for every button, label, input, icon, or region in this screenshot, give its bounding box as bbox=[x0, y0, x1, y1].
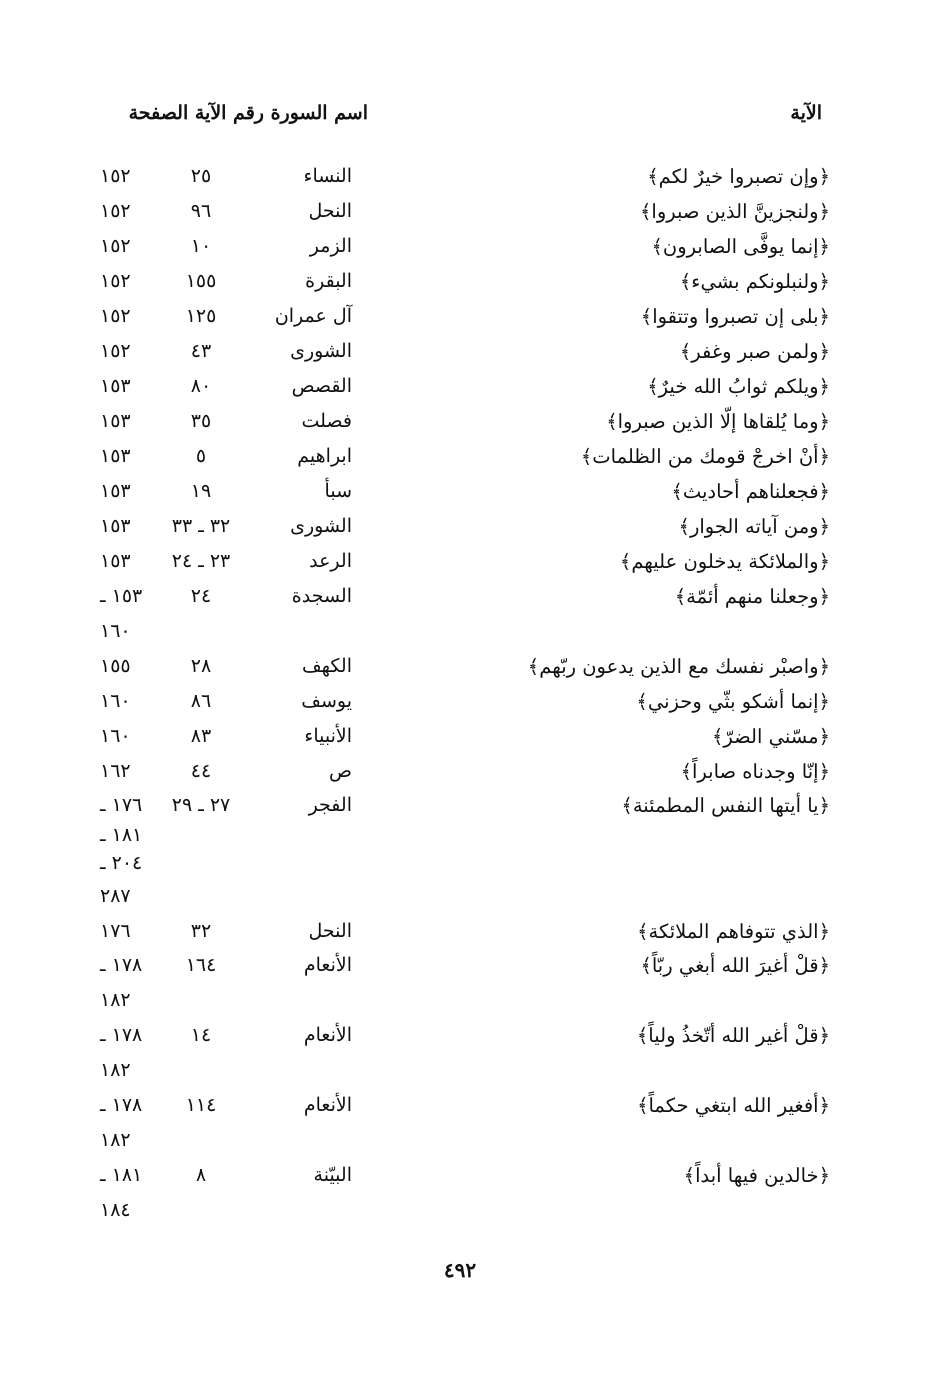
verse-number: ١٥٥ bbox=[185, 270, 217, 292]
header-columns: اسم السورة رقم الآية الصفحة bbox=[128, 102, 368, 124]
surah-name: النساء bbox=[303, 165, 352, 187]
table-row bbox=[0, 474, 940, 509]
page-ref-continued: ١٨٢ bbox=[100, 1059, 131, 1081]
table-row bbox=[0, 948, 940, 983]
verse-number: ٢٥ bbox=[190, 165, 212, 187]
table-row-continuation bbox=[0, 1123, 940, 1158]
verse-number: ٣٢ bbox=[190, 920, 212, 942]
table-row bbox=[0, 194, 940, 229]
table-row bbox=[0, 754, 940, 789]
page-ref: ١٥٣ bbox=[100, 375, 131, 397]
table-row bbox=[0, 404, 940, 439]
verse-text: ﴿بلى إن تصبروا وتتقوا﴾ bbox=[640, 305, 830, 328]
surah-name: الكهف bbox=[302, 655, 352, 677]
page-ref: ١٦٢ bbox=[100, 760, 131, 782]
surah-name: الرعد bbox=[309, 550, 352, 572]
page-ref-continued: ٢٨٧ bbox=[100, 885, 131, 907]
verse-number: ٤٣ bbox=[190, 340, 212, 362]
table-row-continuation bbox=[0, 1193, 940, 1228]
page-ref: ١٥٣ bbox=[100, 410, 131, 432]
surah-name: الأنعام bbox=[303, 1094, 352, 1116]
surah-name: القصص bbox=[291, 375, 352, 397]
verse-number: ٨ bbox=[195, 1164, 207, 1186]
page-ref: ١٥٢ bbox=[100, 200, 131, 222]
page-number: ٤٩٢ bbox=[443, 1258, 477, 1282]
verse-number: ١١٤ bbox=[185, 1094, 217, 1116]
surah-name: ص bbox=[329, 760, 352, 782]
surah-name: الأنبياء bbox=[304, 725, 352, 747]
verse-text: ﴿إنما يوفَّى الصابرون﴾ bbox=[651, 235, 830, 258]
verse-number: ٢٤ bbox=[190, 585, 212, 607]
page-ref: ١٥٣ ـ bbox=[100, 585, 143, 607]
page-ref: ١٧٨ ـ bbox=[100, 1024, 143, 1046]
page-ref: ١٧٦ ـ bbox=[100, 794, 143, 816]
table-row bbox=[0, 1158, 940, 1193]
page-ref-continued: ١٦٠ bbox=[100, 620, 131, 642]
verse-text: ﴿وإن تصبروا خيرٌ لكم﴾ bbox=[647, 165, 830, 188]
surah-name: الأنعام bbox=[303, 954, 352, 976]
page-ref-continued: ١٨١ ـ bbox=[100, 824, 143, 846]
page-ref: ١٥٥ bbox=[100, 655, 131, 677]
page-ref: ١٥٣ bbox=[100, 515, 131, 537]
table-row bbox=[0, 579, 940, 614]
table-row-continuation bbox=[0, 1053, 940, 1088]
verse-text: ﴿ويلكم ثوابُ الله خيرٌ﴾ bbox=[647, 375, 830, 398]
page-ref-continued: ٢٠٤ ـ bbox=[100, 852, 143, 874]
verse-number: ٨٣ bbox=[190, 725, 212, 747]
verse-number: ٨٦ bbox=[190, 690, 212, 712]
verse-number: ٢٣ ـ ٢٤ bbox=[171, 550, 231, 572]
surah-name: الأنعام bbox=[303, 1024, 352, 1046]
page-ref: ١٥٢ bbox=[100, 235, 131, 257]
verse-text: ﴿الذي تتوفاهم الملائكة﴾ bbox=[637, 920, 830, 943]
surah-name: الزمر bbox=[309, 235, 352, 257]
table-row bbox=[0, 544, 940, 579]
verse-text: ﴿وجعلنا منهم أئمّة﴾ bbox=[674, 585, 830, 608]
page-ref: ١٥٢ bbox=[100, 305, 131, 327]
table-row-continuation bbox=[0, 846, 940, 881]
table-row bbox=[0, 439, 940, 474]
verse-text: ﴿أفغير الله ابتغي حكماً﴾ bbox=[637, 1094, 830, 1117]
verse-text: ﴿ولنبلونكم بشيء﴾ bbox=[679, 270, 830, 293]
page-ref-continued: ١٨٢ bbox=[100, 1129, 131, 1151]
surah-name: سبأ bbox=[324, 480, 352, 502]
surah-name: البيّنة bbox=[313, 1164, 352, 1186]
surah-name: النحل bbox=[308, 200, 352, 222]
verse-text: ﴿يا أيتها النفس المطمئنة﴾ bbox=[621, 794, 830, 817]
verse-number: ٤٤ bbox=[190, 760, 212, 782]
verse-number: ١٤ bbox=[190, 1024, 212, 1046]
verse-text: ﴿واصبْر نفسك مع الذين يدعون ربّهم﴾ bbox=[527, 655, 830, 678]
surah-name: البقرة bbox=[305, 270, 352, 292]
verse-number: ٨٠ bbox=[190, 375, 212, 397]
verse-text: ﴿أنْ اخرجْ قومك من الظلمات﴾ bbox=[580, 445, 830, 468]
verse-number: ١٦٤ bbox=[185, 954, 217, 976]
page-ref-continued: ١٨٤ bbox=[100, 1199, 131, 1221]
surah-name: الشورى bbox=[290, 340, 352, 362]
verse-text: ﴿قلْ أغيرَ الله أبغي ربّاً﴾ bbox=[640, 954, 830, 977]
page-ref-continued: ١٨٢ bbox=[100, 989, 131, 1011]
page-ref: ١٥٣ bbox=[100, 445, 131, 467]
surah-name: الشورى bbox=[290, 515, 352, 537]
page-ref: ١٦٠ bbox=[100, 690, 131, 712]
page-ref: ١٥٢ bbox=[100, 165, 131, 187]
table-row-continuation bbox=[0, 614, 940, 649]
page-ref: ١٥٢ bbox=[100, 270, 131, 292]
table-row bbox=[0, 649, 940, 684]
surah-name: يوسف bbox=[301, 690, 352, 712]
verse-text: ﴿قلْ أغير الله أتّخذُ ولياً﴾ bbox=[636, 1024, 830, 1047]
table-row bbox=[0, 369, 940, 404]
surah-name: آل عمران bbox=[274, 305, 352, 327]
table-row-continuation bbox=[0, 983, 940, 1018]
table-row bbox=[0, 1018, 940, 1053]
verse-text: ﴿والملائكة يدخلون عليهم﴾ bbox=[619, 550, 830, 573]
verse-text: ﴿ومن آياته الجوار﴾ bbox=[678, 515, 830, 538]
page-ref: ١٧٦ bbox=[100, 920, 131, 942]
table-row bbox=[0, 159, 940, 194]
verse-text: ﴿خالدين فيها أبداً﴾ bbox=[683, 1164, 830, 1187]
verse-number: ١٩ bbox=[190, 480, 212, 502]
table-row bbox=[0, 509, 940, 544]
surah-name: فصلت bbox=[301, 410, 352, 432]
verse-number: ٢٨ bbox=[190, 655, 212, 677]
table-row bbox=[0, 719, 940, 754]
table-row bbox=[0, 1088, 940, 1123]
verse-text: ﴿وما يُلقاها إلّا الذين صبروا﴾ bbox=[606, 410, 830, 433]
verse-number: ٩٦ bbox=[190, 200, 212, 222]
table-row bbox=[0, 334, 940, 369]
verse-number: ٢٧ ـ ٢٩ bbox=[171, 794, 231, 816]
page-ref: ١٧٨ ـ bbox=[100, 954, 143, 976]
verse-text: ﴿فجعلناهم أحاديث﴾ bbox=[671, 480, 830, 503]
surah-name: السجدة bbox=[291, 585, 352, 607]
verse-number: ٣٥ bbox=[190, 410, 212, 432]
page-ref: ١٥٢ bbox=[100, 340, 131, 362]
table-row bbox=[0, 264, 940, 299]
table-row bbox=[0, 684, 940, 719]
verse-number: ١٢٥ bbox=[185, 305, 217, 327]
page-ref: ١٧٨ ـ bbox=[100, 1094, 143, 1116]
verse-text: ﴿ولمن صبر وغفر﴾ bbox=[679, 340, 830, 363]
verse-text: ﴿ولنجزينَّ الذين صبروا﴾ bbox=[639, 200, 830, 223]
table-row bbox=[0, 914, 940, 949]
verse-number: ٥ bbox=[195, 445, 207, 467]
verse-number: ٣٢ ـ ٣٣ bbox=[171, 515, 231, 537]
verse-text: ﴿إنما أشكو بثّي وحزني﴾ bbox=[636, 690, 830, 713]
page-ref: ١٨١ ـ bbox=[100, 1164, 143, 1186]
page-ref: ١٥٣ bbox=[100, 550, 131, 572]
verse-number: ١٠ bbox=[190, 235, 212, 257]
page-ref: ١٦٠ bbox=[100, 725, 131, 747]
table-row bbox=[0, 299, 940, 334]
surah-name: النحل bbox=[308, 920, 352, 942]
table-row bbox=[0, 229, 940, 264]
surah-name: ابراهيم bbox=[297, 445, 352, 467]
header-verse: الآية bbox=[790, 102, 822, 124]
surah-name: الفجر bbox=[308, 794, 352, 816]
page-ref: ١٥٣ bbox=[100, 480, 131, 502]
verse-text: ﴿مسّني الضرّ﴾ bbox=[711, 725, 830, 748]
table-row-continuation bbox=[0, 879, 940, 914]
verse-text: ﴿إنّا وجدناه صابراً﴾ bbox=[680, 760, 830, 783]
